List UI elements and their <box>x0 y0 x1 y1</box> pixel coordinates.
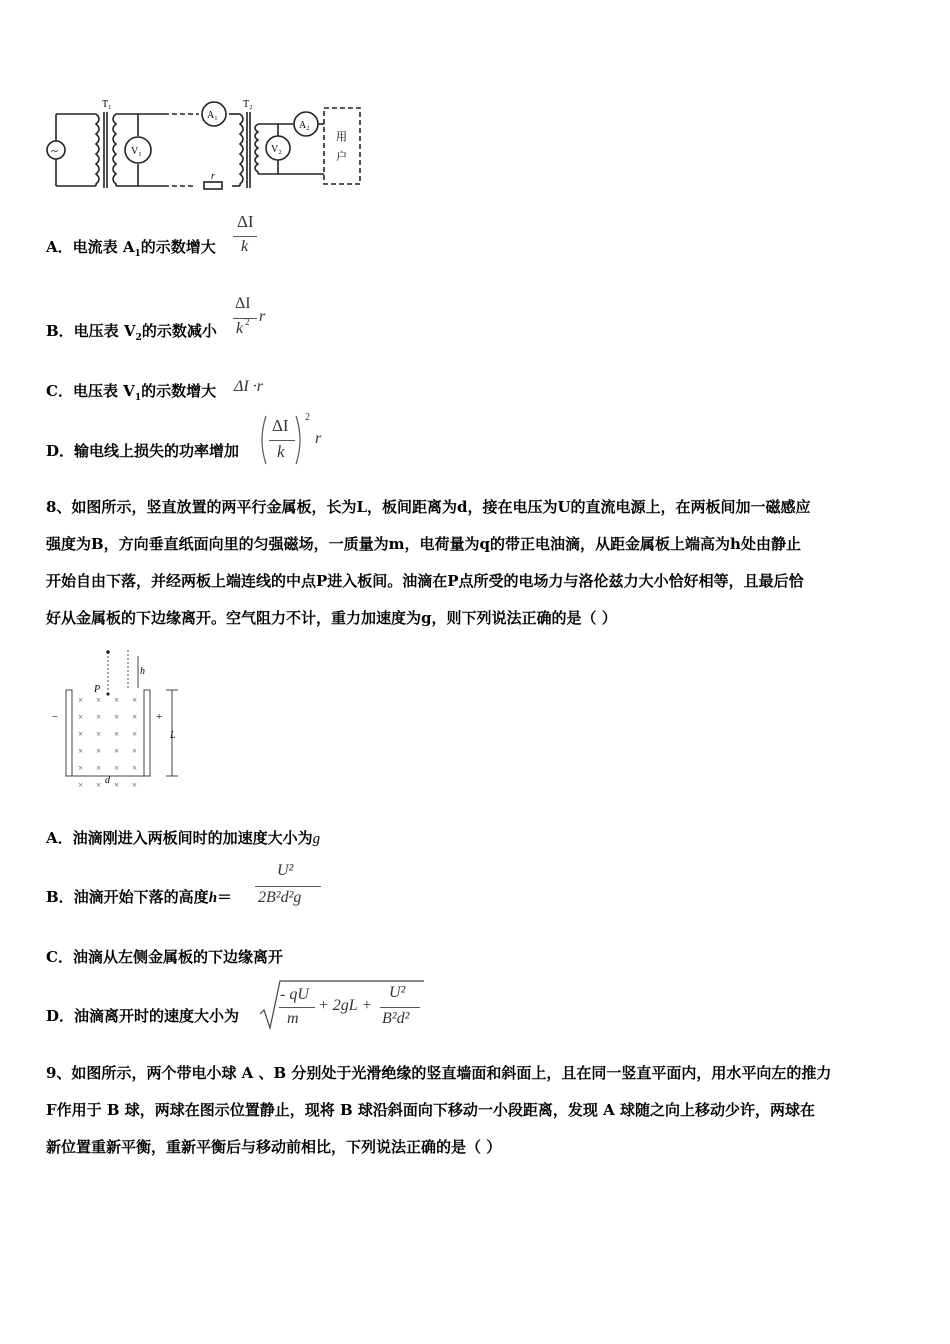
field-cross: × <box>78 746 84 756</box>
label-l: L <box>170 730 176 741</box>
field-cross: × <box>114 695 120 705</box>
q8-b-denominator: 2B²d²g <box>258 889 302 906</box>
field-cross: × <box>96 780 102 790</box>
q8-d-numerator-1: - qU <box>280 986 309 1003</box>
q8-line-3: 开始自由下落，并经两板上端连线的中点P进入板间。油滴在P点所受的电场力与洛伦兹力大小恰好相等，且最后恰 <box>46 572 804 590</box>
field-cross: × <box>132 780 138 790</box>
q7-d-numerator: ΔI <box>272 416 289 435</box>
field-cross: × <box>78 712 84 722</box>
label-p: P <box>94 684 101 695</box>
q7-d-fraction-bar <box>269 440 295 441</box>
q7-b-denominator: k <box>236 320 244 337</box>
q8-option-b: B．油滴开始下落的高度h＝ <box>46 888 233 906</box>
q9-line-3: 新位置重新平衡，重新平衡后与移动前相比，下列说法正确的是（ ） <box>46 1138 502 1156</box>
t2-label: T₂ <box>243 99 253 110</box>
q8-b-numerator: U² <box>277 862 294 879</box>
field-cross: × <box>96 712 102 722</box>
source-symbol: ~ <box>51 143 59 158</box>
q7-d-exponent: 2 <box>305 412 310 423</box>
q8-d-denominator-2: B²d² <box>382 1010 410 1027</box>
field-cross: × <box>78 695 84 705</box>
q8-stem <box>46 489 908 637</box>
r-label: r <box>211 171 215 182</box>
parallel-plates-diagram <box>46 648 196 790</box>
q8-d-fraction-bar-1 <box>279 1007 315 1008</box>
q7-a-numerator: ΔI <box>237 212 254 231</box>
q7-option-b: B．电压表 $V_2$的示数减小 <box>46 322 217 343</box>
q7-a-fraction-bar <box>233 236 257 237</box>
q7-option-c: C．电压表 $V_1$的示数增大 <box>46 382 217 403</box>
field-cross: × <box>114 746 120 756</box>
q8-option-a: A．油滴刚进入两板间时的加速度大小为g <box>46 829 321 847</box>
q7-a-denominator: k <box>241 238 249 255</box>
field-cross: × <box>96 729 102 739</box>
v1-label: V₁ <box>131 146 142 157</box>
field-cross: × <box>78 763 84 773</box>
q7-c-expression: ΔI ·r <box>234 378 263 395</box>
label-plus: + <box>156 711 163 723</box>
q7-b-denominator-exponent: 2 <box>245 317 250 327</box>
field-cross: × <box>132 763 138 773</box>
field-cross: × <box>132 729 138 739</box>
field-cross: × <box>132 746 138 756</box>
q7-b-tail: r <box>259 308 266 325</box>
q8-option-d: D．油滴离开时的速度大小为 <box>46 1007 240 1025</box>
q7-d-denominator: k <box>277 442 285 461</box>
field-cross: × <box>96 695 102 705</box>
q7-option-d: D．输电线上损失的功率增加 <box>46 442 240 460</box>
q7-option-a: A．电流表 $A_1$的示数增大 <box>46 238 216 259</box>
user-label-1: 用 <box>336 131 347 143</box>
field-cross: × <box>132 712 138 722</box>
q8-d-denominator-1: m <box>287 1010 299 1027</box>
field-cross: × <box>114 780 120 790</box>
transformer-circuit-diagram <box>44 98 366 190</box>
label-h: h <box>140 666 145 677</box>
q8-b-fraction-bar <box>255 886 321 887</box>
q8-d-middle-terms: + 2gL + <box>318 997 373 1014</box>
q8-d-numerator-2: U² <box>389 984 406 1001</box>
q8-option-c: C．油滴从左侧金属板的下边缘离开 <box>46 948 283 966</box>
field-cross: × <box>132 695 138 705</box>
label-d: d <box>105 775 110 786</box>
field-cross: × <box>96 763 102 773</box>
field-cross: × <box>114 763 120 773</box>
v2-label: V₂ <box>271 144 282 155</box>
field-cross: × <box>96 746 102 756</box>
a1-label: A₁ <box>207 110 218 121</box>
q8-line-2: 强度为B，方向垂直纸面向里的匀强磁场，一质量为m，电荷量为q的带正电油滴，从距金属板上端高为h处由静止 <box>46 535 801 553</box>
q8-d-fraction-bar-2 <box>380 1007 420 1008</box>
q8-line-1: 8、如图所示，竖直放置的两平行金属板，长为L，板间距离为d，接在电压为U的直流电源上，在两板间加一磁感应 <box>46 498 811 516</box>
t1-label: T₁ <box>102 99 112 110</box>
q9-stem <box>46 1055 908 1166</box>
field-cross: × <box>114 729 120 739</box>
q7-b-numerator: ΔI <box>235 295 251 312</box>
user-label-2: 户 <box>336 151 347 163</box>
field-cross: × <box>78 780 84 790</box>
field-cross: × <box>78 729 84 739</box>
label-minus: − <box>52 711 59 723</box>
q9-line-2: F作用于 B 球，两球在图示位置静止，现将 B 球沿斜面向下移动一小段距离，发现 A 球随之向上移动少许，两球在 <box>46 1101 815 1119</box>
q7-d-tail: r <box>315 430 322 447</box>
a2-label: A₂ <box>299 120 310 131</box>
field-cross: × <box>114 712 120 722</box>
q8-line-4: 好从金属板的下边缘离开。空气阻力不计，重力加速度为g，则下列说法正确的是（ ） <box>46 609 617 627</box>
q9-line-1: 9、如图所示，两个带电小球 A 、B 分别处于光滑绝缘的竖直墙面和斜面上，且在同一竖直平面内，用水平向左的推力 <box>46 1064 832 1082</box>
